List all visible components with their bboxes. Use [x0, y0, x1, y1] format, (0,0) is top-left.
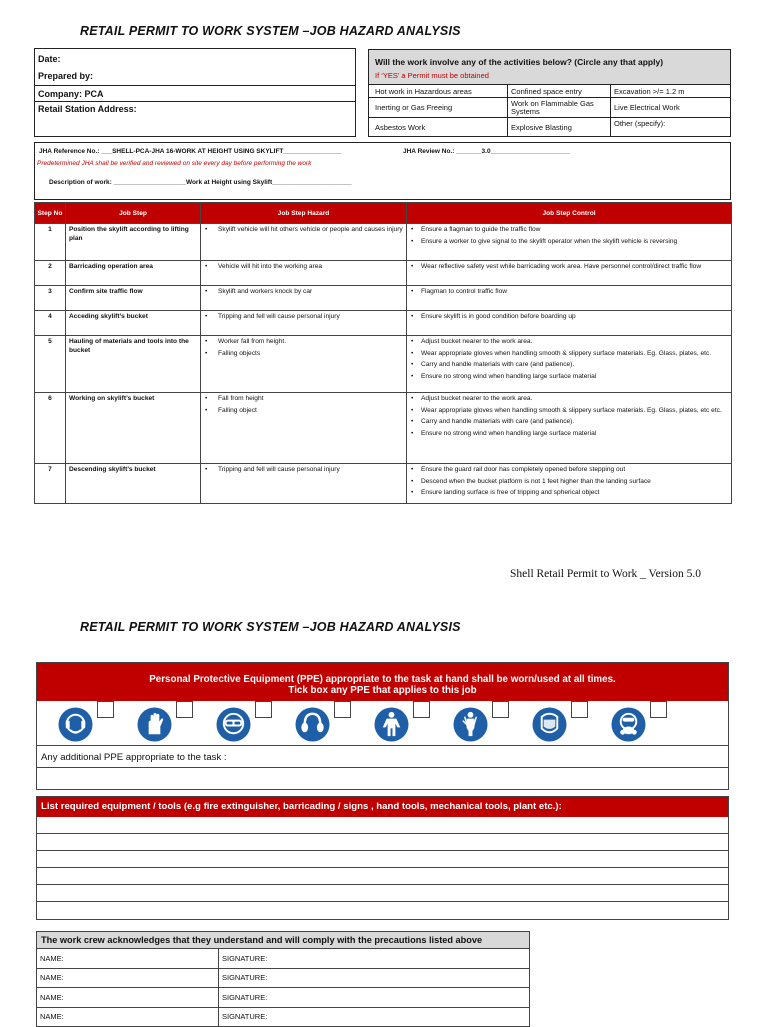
hazard-cell — [201, 464, 407, 504]
control-item: • Ensure skylift is in good condition before boarding up — [410, 313, 728, 322]
job-step-cell: Working on skylift’s bucket — [66, 393, 201, 464]
equipment-section — [36, 796, 729, 920]
jha-table-row — [35, 261, 732, 286]
col-header-job-step: Job Step — [66, 203, 201, 224]
control-cell — [407, 336, 732, 393]
page-title: RETAIL PERMIT TO WORK SYSTEM –JOB HAZARD ANALYSIS — [80, 24, 461, 38]
safety-goggles-icon — [216, 707, 251, 742]
prepared-by-field[interactable]: Prepared by: — [38, 71, 94, 81]
job-step-cell: Acceding skylift’s bucket — [66, 311, 201, 336]
page2-title: RETAIL PERMIT TO WORK SYSTEM –JOB HAZARD ANALYSIS — [80, 620, 461, 634]
control-item: • Flagman to control traffic flow — [410, 288, 728, 297]
equipment-line[interactable] — [37, 833, 728, 834]
jha-table-header — [35, 203, 732, 224]
step-number-cell: 5 — [35, 336, 66, 393]
col-header-hazard: Job Step Hazard — [201, 203, 407, 224]
crew-name-field[interactable]: NAME: — [37, 988, 219, 1008]
col-header-control: Job Step Control — [407, 203, 732, 224]
hazard-cell — [201, 224, 407, 261]
hazard-item: • Tripping and fell will cause personal injury — [204, 466, 403, 475]
control-item: • Ensure landing surface is free of tripping and spherical object — [410, 489, 728, 498]
control-cell — [407, 261, 732, 286]
control-cell — [407, 311, 732, 336]
control-item: • Ensure a flagman to guide the traffic flow — [410, 226, 728, 235]
jha-table-row — [35, 464, 732, 504]
equipment-line[interactable] — [37, 901, 728, 902]
ppe-banner-line2: Tick box any PPE that applies to this job — [288, 685, 477, 696]
control-item: • Wear appropriate gloves when handling smooth & slippery surface materials. Eg. Glass, plates, etc. — [410, 350, 728, 359]
jha-table-body — [35, 224, 732, 504]
job-step-cell: Hauling of materials and tools into the bucket — [66, 336, 201, 393]
control-item: • Carry and handle materials with care (and patience). — [410, 418, 728, 427]
coverall-icon — [374, 707, 409, 742]
hazard-cell — [201, 393, 407, 464]
ppe-tick-checkbox[interactable] — [176, 701, 193, 718]
crew-row — [37, 968, 530, 988]
control-cell — [407, 393, 732, 464]
step-number-cell: 6 — [35, 393, 66, 464]
control-item: • Ensure the guard rail door has completely opened before stepping out — [410, 466, 728, 475]
activities-question: Will the work involve any of the activities below? (Circle any that apply) — [375, 57, 664, 67]
control-item: • Carry and handle materials with care (and patience). — [410, 361, 728, 370]
crew-name-field[interactable]: NAME: — [37, 968, 219, 988]
hazard-item: • Falling objects — [204, 350, 403, 359]
step-number-cell: 4 — [35, 311, 66, 336]
crew-signature-field[interactable]: SIGNATURE: — [219, 949, 530, 969]
control-cell — [407, 224, 732, 261]
hazard-cell — [201, 311, 407, 336]
ppe-tick-checkbox[interactable] — [571, 701, 588, 718]
equipment-line[interactable] — [37, 867, 728, 868]
crew-row — [37, 949, 530, 969]
equipment-line[interactable] — [37, 884, 728, 885]
gloves-icon — [137, 707, 172, 742]
activity-item[interactable]: Inerting or Gas Freeing — [375, 103, 453, 112]
hazard-item: • Skylift and workers knock by car — [204, 288, 403, 297]
control-item: • Wear reflective safety vest while barricading work area. Have personnel control/direct traffic flow — [410, 263, 728, 272]
ppe-tick-checkbox[interactable] — [413, 701, 430, 718]
jha-table — [34, 202, 732, 504]
hazard-cell — [201, 286, 407, 311]
crew-acknowledgement-table — [36, 931, 530, 1027]
hazard-item: • Skylift vehicle will hit others vehicle or people and causes injury — [204, 226, 403, 235]
crew-name-field[interactable]: NAME: — [37, 949, 219, 969]
respirator-icon — [611, 707, 646, 742]
control-item: • Ensure no strong wind when handling large surface material — [410, 373, 728, 382]
equipment-label: List required equipment / tools (e.g fire extinguisher, barricading / signs , hand tools, mechanical tools, plant etc.): — [37, 797, 728, 817]
crew-header: The work crew acknowledges that they understand and will comply with the precautions listed above — [37, 932, 530, 949]
jha-table-row — [35, 311, 732, 336]
jha-table-row — [35, 336, 732, 393]
ppe-tick-checkbox[interactable] — [255, 701, 272, 718]
jha-table-row — [35, 224, 732, 261]
activity-item[interactable]: Work on Flammable Gas Systems — [511, 99, 594, 116]
activity-item[interactable]: Confined space entry — [511, 87, 582, 96]
activities-box — [368, 49, 731, 137]
step-number-cell: 7 — [35, 464, 66, 504]
job-step-cell: Descending skylift’s bucket — [66, 464, 201, 504]
header-info-box — [34, 48, 356, 137]
crew-signature-field[interactable]: SIGNATURE: — [219, 1007, 530, 1027]
control-item: • Ensure no strong wind when handling large surface material — [410, 430, 728, 439]
ppe-item — [201, 701, 280, 746]
step-number-cell: 2 — [35, 261, 66, 286]
ppe-item — [359, 701, 438, 746]
permit-note: If ‘YES’ a Permit must be obtained — [375, 71, 489, 80]
control-item: • Ensure a worker to give signal to the skylift operator when the skylift vehicle is reversing — [410, 238, 728, 247]
hazard-cell — [201, 336, 407, 393]
hazard-item: • Tripping and fell will cause personal injury — [204, 313, 403, 322]
ppe-tick-checkbox[interactable] — [650, 701, 667, 718]
control-item: • Adjust bucket nearer to the work area. — [410, 395, 728, 404]
ppe-banner — [37, 663, 728, 701]
control-cell — [407, 464, 732, 504]
harness-icon — [453, 707, 488, 742]
hazard-item: • Fall from height — [204, 395, 403, 404]
ppe-item — [280, 701, 359, 746]
additional-ppe-label: Any additional PPE appropriate to the task : — [41, 752, 227, 763]
activity-item[interactable]: Hot work in Hazardous areas — [375, 87, 472, 96]
ppe-item — [438, 701, 517, 746]
activity-item[interactable]: Other (specify): — [614, 119, 666, 128]
crew-table-body — [37, 949, 530, 1027]
control-item: • Wear appropriate gloves when handling smooth & slippery surface materials. Eg. Glass, plates, etc etc. — [410, 407, 728, 416]
ppe-tick-checkbox[interactable] — [492, 701, 509, 718]
equipment-line[interactable] — [37, 850, 728, 851]
ppe-item — [43, 701, 122, 746]
activity-item[interactable]: Explosive Blasting — [511, 123, 572, 132]
crew-name-field[interactable]: NAME: — [37, 1007, 219, 1027]
ppe-section — [36, 662, 729, 790]
jha-table-row — [35, 393, 732, 464]
verify-note: Predetermined JHA shall be verified and reviewed on site every day before performing the work — [37, 160, 312, 167]
date-field[interactable]: Date: — [38, 54, 61, 64]
jha-review: JHA Review No.: _______3.0______________________ — [403, 148, 571, 155]
step-number-cell: 3 — [35, 286, 66, 311]
control-item: • Descend when the bucket platform is not 1 feet higher than the landing surface — [410, 478, 728, 487]
ppe-item — [596, 701, 675, 746]
station-address-field[interactable]: Retail Station Address: — [38, 104, 137, 114]
hazard-item: • Vehicle will hit into the working area — [204, 263, 403, 272]
jha-reference: JHA Reference No.: ___SHELL-PCA-JHA 16-WORK AT HEIGHT USING SKYLIFT________________ — [39, 148, 342, 155]
activity-item[interactable]: Excavation >/= 1.2 m — [614, 87, 685, 96]
ear-muffs-icon — [295, 707, 330, 742]
job-step-cell: Confirm site traffic flow — [66, 286, 201, 311]
ppe-item — [517, 701, 596, 746]
control-item: • Adjust bucket nearer to the work area. — [410, 338, 728, 347]
job-step-cell: Position the skylift according to lifting plan — [66, 224, 201, 261]
hazard-item: • Falling object — [204, 407, 403, 416]
jha-table-row — [35, 286, 732, 311]
company-field[interactable]: Company: PCA — [38, 89, 104, 99]
control-cell — [407, 286, 732, 311]
reference-box — [34, 142, 731, 200]
ppe-tick-checkbox[interactable] — [97, 701, 114, 718]
hazard-cell — [201, 261, 407, 286]
activity-item[interactable]: Live Electrical Work — [614, 103, 680, 112]
hazard-item: • Worker fall from height. — [204, 338, 403, 347]
activity-item[interactable]: Asbestos Work — [375, 123, 426, 132]
step-number-cell: 1 — [35, 224, 66, 261]
work-description: Description of work: ____________________Work at Height using Skylift______________________ — [49, 179, 352, 186]
version-footer: Shell Retail Permit to Work _ Version 5.0 — [510, 568, 701, 580]
crew-signature-field[interactable]: SIGNATURE: — [219, 968, 530, 988]
crew-row — [37, 988, 530, 1008]
col-header-step-no: Step No — [35, 203, 66, 224]
hearing-protection-icon — [58, 707, 93, 742]
ppe-item — [122, 701, 201, 746]
crew-signature-field[interactable]: SIGNATURE: — [219, 988, 530, 1008]
ppe-banner-line1: Personal Protective Equipment (PPE) appropriate to the task at hand shall be worn/used at all times. — [149, 674, 616, 685]
job-step-cell: Barricading operation area — [66, 261, 201, 286]
ppe-icon-row — [37, 701, 728, 746]
face-shield-icon — [532, 707, 567, 742]
ppe-tick-checkbox[interactable] — [334, 701, 351, 718]
